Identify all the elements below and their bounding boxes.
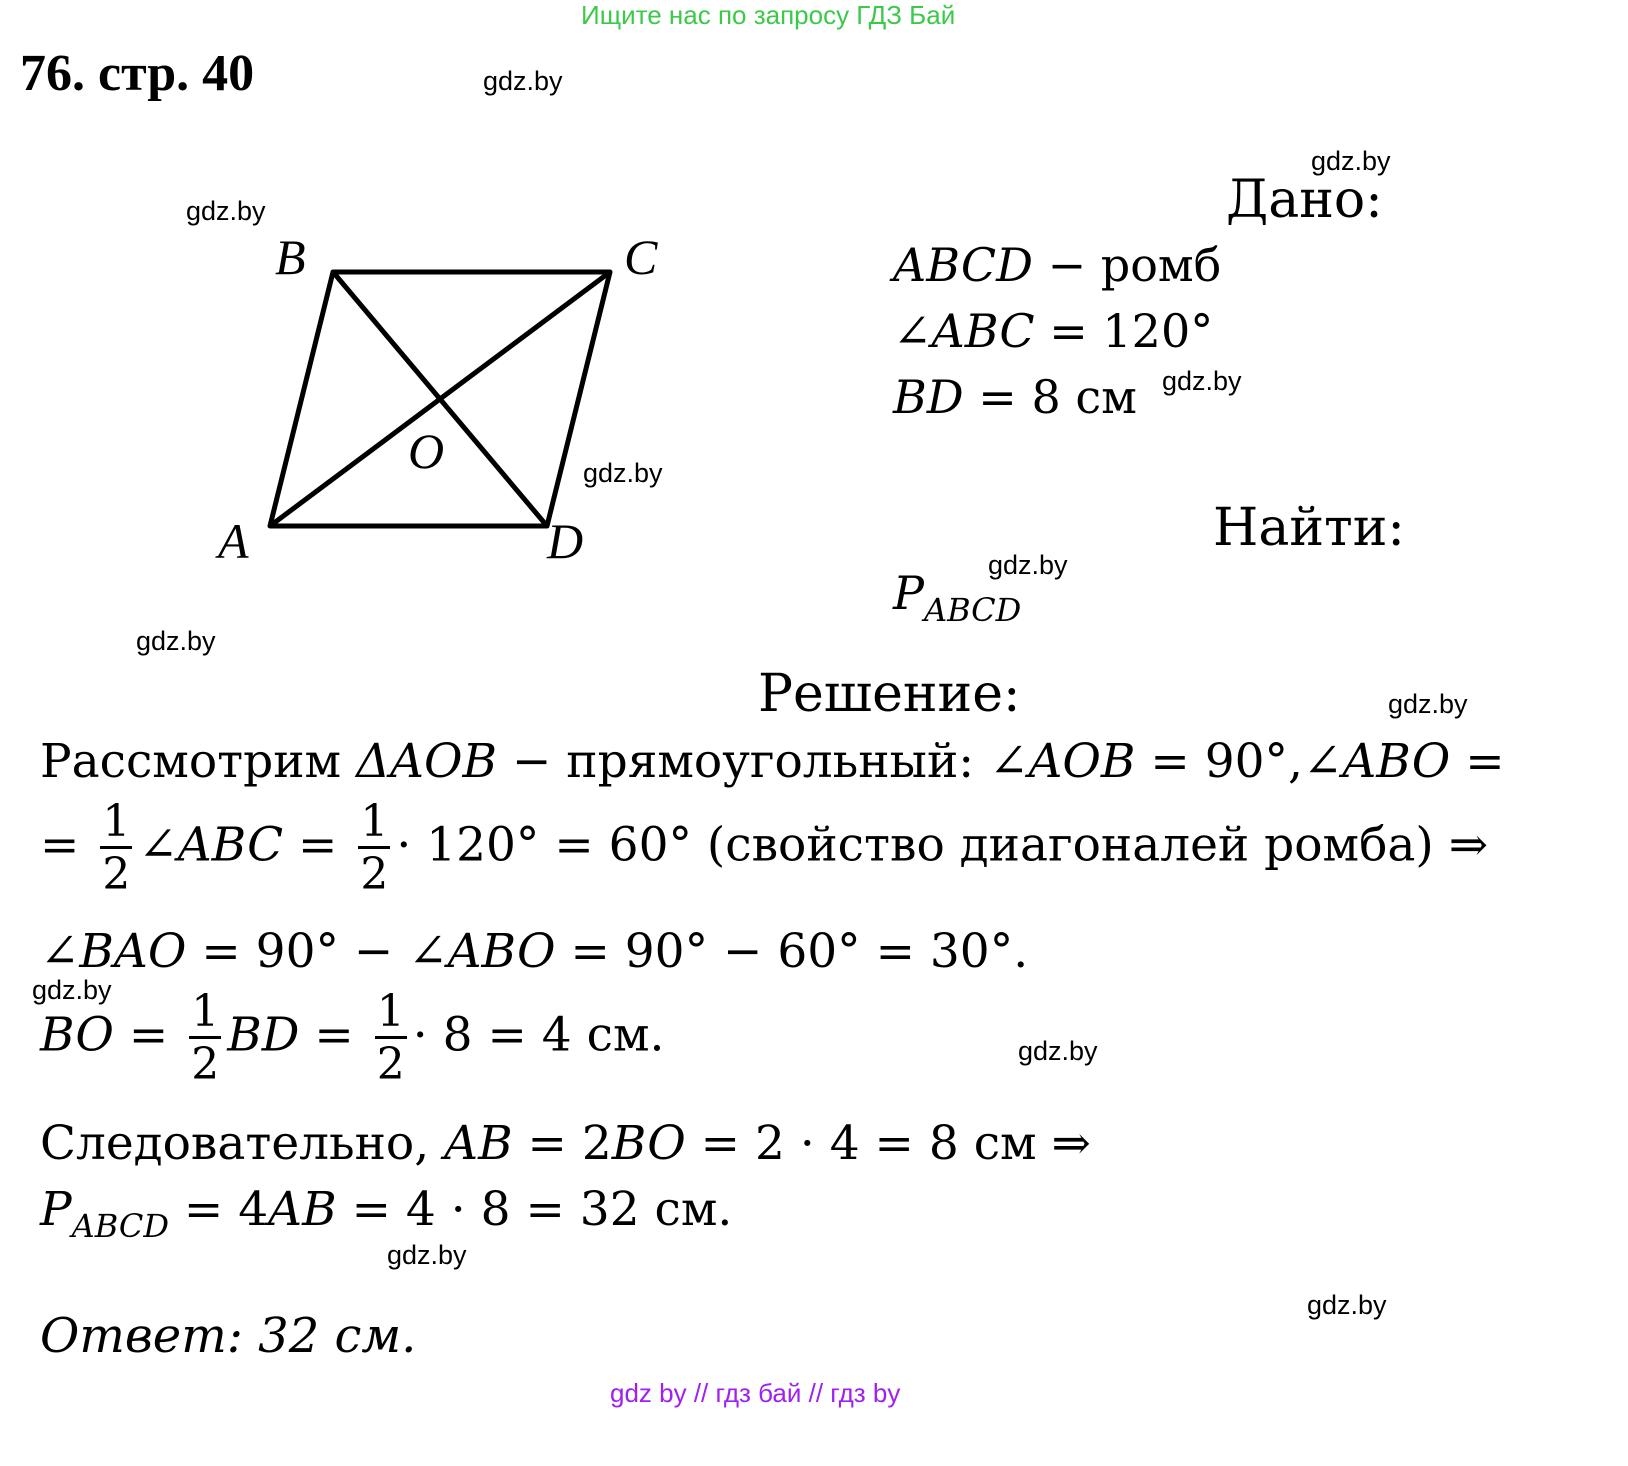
sol-text: Следовательно, (40, 1116, 445, 1171)
sol-text: · 120° = 60° (свойство диагоналей ромба) ⇒ (396, 817, 1489, 873)
find-sub: ABCD (923, 591, 1022, 629)
sol-text: = 4 · 8 = 32 см. (336, 1182, 733, 1237)
watermark: gdz.by (186, 196, 266, 226)
point-label-a: A (218, 513, 249, 569)
sol-math: P (40, 1182, 72, 1237)
sol-text: = 90°, (1135, 734, 1303, 789)
watermark: gdz.by (483, 66, 563, 96)
answer: Ответ: 32 см. (40, 1308, 417, 1364)
given-line-1-var: ABCD (893, 238, 1033, 292)
sol-text: = (40, 817, 80, 873)
watermark: gdz.by (1162, 366, 1242, 396)
solution-line-1 (40, 734, 1505, 789)
given-line-2 (893, 304, 1213, 358)
sol-math: ∠AOB (989, 734, 1136, 789)
sol-math: ∠BAO (40, 924, 187, 979)
fraction-denominator: 2 (191, 1039, 220, 1090)
watermark: gdz.by (1388, 689, 1468, 719)
given-heading: Дано: (1226, 170, 1383, 230)
solution-heading: Решение: (758, 664, 1021, 724)
sol-text: = 90° − 60° = 30°. (555, 924, 1029, 979)
sol-text: = 4 (168, 1182, 269, 1237)
find-value (893, 566, 1021, 629)
solution-line-2 (40, 796, 1489, 900)
sol-text: = 90° − (186, 924, 409, 979)
sol-math: ∠ABO (408, 924, 556, 979)
solution-line-6 (40, 1182, 732, 1245)
fraction-half (189, 986, 221, 1090)
watermark: gdz.by (1311, 146, 1391, 176)
sol-math: ΔAOB (356, 734, 498, 789)
watermark: gdz.by (136, 626, 216, 656)
fraction-numerator: 1 (376, 986, 405, 1037)
sol-math: ∠ABO (1302, 734, 1451, 789)
fraction-half (358, 796, 390, 900)
find-heading: Найти: (1213, 498, 1405, 558)
sol-text: = (1450, 734, 1505, 789)
watermark: gdz.by (1018, 1036, 1098, 1066)
given-line-1-rest: − ромб (1032, 238, 1222, 292)
point-label-o: O (408, 423, 445, 479)
sol-math: BD (227, 1007, 300, 1063)
sol-text: = (113, 1007, 169, 1063)
fraction-numerator: 1 (360, 796, 389, 847)
point-label-b: B (275, 229, 306, 285)
sol-sub: ABCD (71, 1207, 169, 1245)
sol-math: AB (444, 1116, 513, 1171)
given-line-3-var: BD (893, 370, 964, 424)
point-label-d: D (547, 513, 584, 569)
fraction-numerator: 1 (191, 986, 220, 1037)
given-line-3-rest: = 8 см (963, 370, 1137, 424)
top-banner[interactable]: Ищите нас по запросу ГДЗ Бай (581, 0, 956, 30)
fraction-numerator: 1 (102, 796, 131, 847)
sol-math: ∠ABC (138, 817, 284, 873)
sol-text: − прямоугольный: (497, 734, 990, 789)
given-line-1 (893, 238, 1221, 292)
sol-text: = (283, 817, 338, 873)
fraction-denominator: 2 (376, 1039, 405, 1090)
sol-math: BO (611, 1116, 686, 1171)
watermark: gdz.by (988, 550, 1068, 580)
sol-math: BO (40, 1007, 114, 1063)
sol-text: · 8 = 4 см. (412, 1007, 665, 1063)
fraction-denominator: 2 (360, 849, 389, 900)
fraction-half (100, 796, 132, 900)
watermark: gdz.by (583, 458, 663, 488)
given-line-2-rest: = 120° (1034, 304, 1214, 358)
sol-text: = 2 (512, 1116, 612, 1171)
watermark: gdz.by (387, 1240, 467, 1270)
rhombus-figure (0, 0, 700, 600)
diagonal-bd (333, 272, 547, 526)
watermark: gdz.by (1307, 1290, 1387, 1320)
bottom-links[interactable]: gdz by // гдз бай // гдз by (610, 1378, 901, 1408)
fraction-denominator: 2 (102, 849, 131, 900)
task-title: 76. стр. 40 (20, 45, 255, 102)
given-line-3 (893, 370, 1137, 424)
fraction-half (375, 986, 407, 1090)
sol-text: = 2 · 4 = 8 см ⇒ (685, 1116, 1091, 1171)
solution-line-5 (40, 1116, 1091, 1171)
point-label-c: C (624, 229, 658, 285)
sol-text: = (299, 1007, 354, 1063)
watermark: gdz.by (32, 975, 112, 1005)
find-p: P (893, 566, 924, 620)
sol-text: Рассмотрим (40, 734, 357, 789)
sol-math: AB (268, 1182, 337, 1237)
given-line-2-var: ∠ABC (893, 304, 1035, 358)
solution-line-3 (40, 924, 1028, 979)
